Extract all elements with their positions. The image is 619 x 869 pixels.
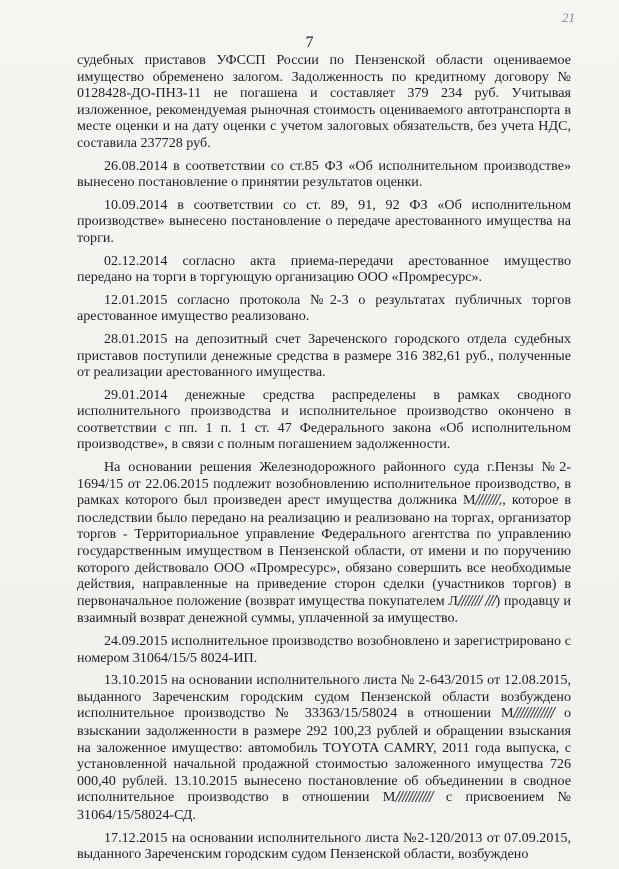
page-number: 7: [305, 34, 314, 51]
paragraph-2015-01-28: 28.01.2015 на депозитный счет Зареченского городского отдела судебных приставов поступили денежные средства в размере 316 382,61 руб., полученные от реализации арестованного имущества.: [77, 330, 571, 381]
paragraph-2014-12-02: 02.12.2014 согласно акта приема-передачи арестованное имущество передано на торги в торгующую организацию ООО «Промресурс».: [77, 252, 571, 286]
paragraph-2014-01-29: 29.01.2014 денежные средства распределены в рамках сводного исполнительного производства и исполнительное производство окончено в соответствии с пп. 1 п. 1 ст. 47 Федерального закона «Об исполнительном производстве», в связи с полным погашением задолженности.: [77, 386, 571, 453]
paragraph-appraisal-continuation: судебных приставов УФССП России по Пензенской области оцениваемое имущество обременено залогом. Задолженность по кредитному договору № 0128428-ДО-ПНЗ-11 не погашена и составляет 379 234 руб. Учитывая изложенное, рекомендуемая рыночная стоимость оцениваемого автотранспорта в месте оценки и на дату оценки с учетом залоговых обязательств, без учета НДС, составила 237728 руб.: [77, 52, 571, 151]
paragraph-2014-08-26: 26.08.2014 в соответствии со ст.85 ФЗ «Об исполнительном производстве» вынесено постановление о принятии результатов оценки.: [77, 157, 571, 191]
redacted-name: ///////: [457, 593, 482, 609]
redacted-name: ///////,: [475, 493, 503, 509]
redacted-name: ////////////: [513, 706, 555, 722]
paragraph-court-decision: На основании решения Железнодорожного районного суда г.Пензы №2-1694/15 от 22.06.2015 подлежит возобновлению исполнительное производство, в рамках которого был произведен арест имущества должника М///////,, которое в последствии было передано на реализацию и реализовано на торгах, организатор торгов - Территориальное управление Федерального агентства по управлению государственным имуществом в Пензенской области, от имени и по поручению которого действовало ООО «Промресурс», обязано совершить все необходимые действия, направленные на приведение сторон сделки (участников торгов) в первоначальное положение (возврат имущества покупателем Л/////// ///) продавцу и взаимный возврат денежной суммы, уплаченной за имущество.: [77, 459, 572, 627]
paragraph-2014-09-10: 10.09.2014 в соответствии со ст. 89, 91, 92 ФЗ «Об исполнительном производстве» вынесено постановление о передаче арестованного имущества на торги.: [77, 196, 571, 246]
paragraph-2015-10-13: 13.10.2015 на основании исполнительного листа № 2-643/2015 от 12.08.2015, выданного Зареченским городским судом Пензенской области возбуждено исполнительное производство № 33363/15/58024 в отношении М//////////// о взыскании задолженности в размере 292 100,23 рублей и обращении взыскания на заложенное имущество: автомобиль TOYOTA CAMRY, 2011 года выпуска, с установленной начальной продажной стоимостью заложенного имущества 726 000,40 рублей. 13.10.2015 вынесено постановление об объединении в сводное исполнительное производство в отношении М/////////// с присвоением № 31064/15/58024-СД.: [77, 672, 571, 823]
paragraph-2015-09-24: 24.09.2015 исполнительное производство возобновлено и зарегистрировано с номером 31064/15/5 8024-ИП.: [77, 633, 571, 666]
document-body: [77, 52, 571, 869]
paragraph-2015-01-12: 12.01.2015 согласно протокола №2-3 о результатах публичных торгов арестованное имущество реализовано.: [77, 291, 571, 325]
handwritten-page-mark: 21: [562, 10, 575, 25]
redacted-name: ///: [485, 593, 496, 609]
paragraph-2015-12-17: 17.12.2015 на основании исполнительного листа №2-120/2013 от 07.09.2015, выданного Зареченским городским судом Пензенской области, возбуждено: [77, 829, 571, 863]
redacted-name: ///////////: [395, 790, 433, 806]
